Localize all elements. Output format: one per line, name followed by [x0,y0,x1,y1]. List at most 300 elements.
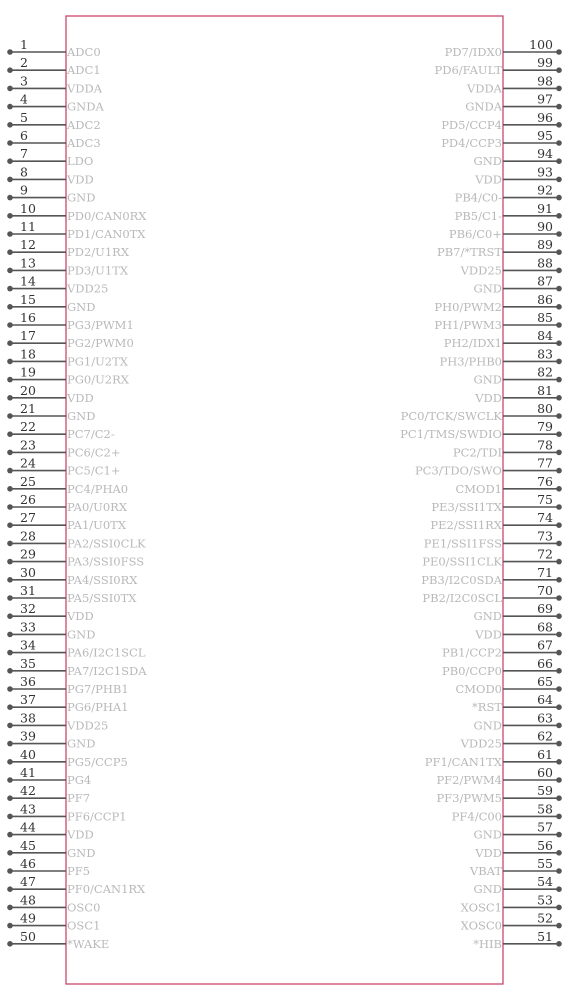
left-pin-44-name: VDD [67,827,94,842]
right-pin-73-name: PE1/SSI1FSS [423,536,502,551]
right-pin-66-number: 66 [537,655,553,671]
right-pin-58-name: PF4/C00 [451,809,502,824]
left-pin-18-number: 18 [20,346,36,362]
left-pin-13-number: 13 [20,255,36,271]
right-pin-91-number: 91 [537,200,553,216]
left-pin-28-number: 28 [20,528,36,544]
right-pin-68-number: 68 [537,619,553,635]
right-pin-52-number: 52 [537,910,553,926]
left-pin-14-number: 14 [20,273,36,289]
right-pin-80-number: 80 [537,401,553,416]
right-pin-92-dot [556,195,562,201]
left-pin-1-name: ADC0 [67,45,101,59]
right-pin-93-dot [556,177,562,183]
left-pin-4-number: 4 [20,91,28,107]
left-pin-9-number: 9 [20,182,28,198]
right-pin-74-name: PE2/SSI1RX [430,518,502,533]
right-pin-75-number: 75 [537,492,553,507]
right-pin-96-dot [556,122,562,128]
right-pin-51-number: 51 [537,928,553,944]
left-pin-13-name: PD3/U1TX [67,263,129,278]
right-pin-53-name: XOSC1 [460,900,502,915]
left-pin-34-dot [7,650,13,656]
right-pin-90-number: 90 [537,219,553,234]
left-pin-16-dot [7,322,13,328]
left-pin-28-name: PA2/SSI0CLK [67,536,146,551]
right-pin-92-name: PB4/C0- [454,190,502,205]
right-pin-62-dot [556,741,562,747]
left-pin-14-name: VDD25 [67,281,109,296]
right-pin-63-number: 63 [537,710,553,726]
right-pin-56-name: VDD [475,845,502,860]
left-pin-29-name: PA3/SSI0FSS [67,554,145,569]
right-pin-95-dot [556,140,562,146]
left-pin-8-dot [7,177,13,183]
left-pin-16-number: 16 [20,310,36,325]
left-pin-47-number: 47 [20,874,36,890]
right-pin-65-number: 65 [537,674,553,689]
right-pin-86-dot [556,304,562,310]
right-pin-81-dot [556,395,562,401]
right-pin-84-name: PH2/IDX1 [443,336,502,351]
left-pin-24-dot [7,468,13,474]
right-pin-98-number: 98 [537,73,553,89]
right-pin-66-name: PB0/CCP0 [441,663,502,678]
right-pin-83-dot [556,359,562,365]
left-pin-46-dot [7,868,13,874]
left-pin-6-number: 6 [20,128,28,143]
right-pin-92-number: 92 [537,182,553,198]
right-pin-56-number: 56 [537,837,553,853]
right-pin-72-name: PE0/SSI1CLK [422,554,502,569]
right-pin-56-dot [556,850,562,856]
right-pin-99-dot [556,67,562,73]
right-pin-64-dot [556,704,562,710]
right-pin-91-dot [556,213,562,219]
left-pin-48-name: OSC0 [67,900,101,915]
left-pin-14-dot [7,286,13,292]
right-pin-64-number: 64 [537,692,553,708]
left-pin-1-number: 1 [20,37,28,52]
right-pin-87-name: GND [473,281,502,296]
right-pin-87-number: 87 [537,273,553,289]
left-pin-28-dot [7,541,13,547]
right-pin-98-name: VDDA [466,81,502,96]
left-pin-30-name: PA4/SSI0RX [67,572,138,587]
right-pin-90-name: PB6/C0+ [448,227,502,241]
right-pin-53-dot [556,905,562,911]
left-pin-29-dot [7,559,13,565]
right-pin-70-dot [556,595,562,601]
left-pin-7-number: 7 [20,146,28,162]
left-pin-11-number: 11 [20,219,36,234]
left-pin-13-dot [7,268,13,274]
left-pin-33-name: GND [67,627,96,642]
right-pin-89-number: 89 [537,237,553,253]
right-pin-59-dot [556,795,562,801]
left-pin-47-name: PF0/CAN1RX [67,882,146,897]
left-pin-23-dot [7,450,13,456]
left-pin-8-name: VDD [67,172,94,187]
right-pin-69-name: GND [473,609,502,624]
left-pin-36-name: PG7/PHB1 [67,682,129,696]
left-pin-2-name: ADC1 [67,63,101,78]
left-pin-30-number: 30 [20,564,36,580]
right-pin-72-number: 72 [537,546,553,562]
right-pin-55-dot [556,868,562,874]
right-pin-70-name: PB2/I2C0SCL [422,591,502,605]
right-pin-94-dot [556,158,562,164]
left-pin-10-dot [7,213,13,219]
right-pin-93-name: VDD [475,172,502,187]
right-pin-83-number: 83 [537,346,553,362]
left-pin-9-dot [7,195,13,201]
left-pin-12-dot [7,249,13,255]
right-pin-72-dot [556,559,562,565]
left-pin-2-dot [7,67,13,73]
left-pin-23-number: 23 [20,437,36,453]
right-pin-63-name: GND [473,718,502,733]
left-pin-42-dot [7,795,13,801]
left-pin-group [7,37,147,951]
right-pin-55-number: 55 [537,856,553,871]
right-pin-61-name: PF1/CAN1TX [424,754,502,769]
right-pin-60-name: PF2/PWM4 [436,773,502,787]
left-pin-49-dot [7,923,13,929]
right-pin-100-dot [556,49,562,55]
right-pin-95-number: 95 [537,128,553,143]
left-pin-47-dot [7,886,13,892]
right-pin-57-number: 57 [537,819,553,835]
left-pin-22-number: 22 [20,419,36,435]
left-pin-41-name: PG4 [67,773,92,787]
left-pin-49-number: 49 [20,910,36,926]
left-pin-45-name: GND [67,845,96,860]
right-pin-77-dot [556,468,562,474]
right-pin-76-number: 76 [537,473,553,489]
left-pin-7-name: LDO [67,154,94,169]
left-pin-8-number: 8 [20,164,28,180]
left-pin-33-number: 33 [20,619,36,635]
left-pin-44-dot [7,832,13,838]
right-pin-78-dot [556,450,562,456]
right-pin-71-dot [556,577,562,583]
right-pin-65-name: CMOD0 [455,682,502,696]
right-pin-97-dot [556,104,562,110]
left-pin-37-name: PG6/PHA1 [67,700,129,715]
left-pin-34-number: 34 [20,637,36,653]
right-pin-55-name: VBAT [469,864,502,878]
right-pin-69-dot [556,613,562,619]
right-pin-83-name: PH3/PHB0 [439,354,502,369]
left-pin-19-number: 19 [20,364,36,380]
left-pin-26-dot [7,504,13,510]
left-pin-16-name: PG3/PWM1 [67,318,134,332]
left-pin-37-dot [7,704,13,710]
left-pin-43-number: 43 [20,801,36,817]
right-pin-85-dot [556,322,562,328]
left-pin-35-dot [7,668,13,674]
left-pin-19-name: PG0/U2RX [67,372,129,387]
right-pin-71-name: PB3/I2C0SDA [421,572,502,587]
left-pin-40-name: PG5/CCP5 [67,754,128,769]
left-pin-3-number: 3 [20,73,28,89]
right-pin-group [400,37,562,951]
right-pin-80-dot [556,413,562,419]
right-pin-66-dot [556,668,562,674]
right-pin-77-number: 77 [537,455,553,471]
right-pin-76-dot [556,486,562,492]
left-pin-36-number: 36 [20,674,36,689]
left-pin-25-number: 25 [20,473,36,489]
right-pin-73-number: 73 [537,528,553,544]
right-pin-67-dot [556,650,562,656]
left-pin-15-number: 15 [20,291,36,307]
left-pin-39-number: 39 [20,728,36,744]
left-pin-43-name: PF6/CCP1 [67,809,127,824]
right-pin-79-dot [556,431,562,437]
left-pin-41-dot [7,777,13,783]
right-pin-84-dot [556,340,562,346]
right-pin-84-number: 84 [537,328,553,344]
right-pin-88-number: 88 [537,255,553,271]
left-pin-30-dot [7,577,13,583]
right-pin-64-name: *RST [472,700,502,715]
right-pin-86-name: PH0/PWM2 [434,299,502,314]
left-pin-12-number: 12 [20,237,36,253]
right-pin-51-dot [556,941,562,947]
left-pin-3-dot [7,86,13,92]
left-pin-38-name: VDD25 [67,718,109,733]
left-pin-48-number: 48 [20,892,36,908]
right-pin-51-name: *HIB [473,936,502,951]
left-pin-3-name: VDDA [67,81,103,96]
left-pin-40-dot [7,759,13,765]
right-pin-63-dot [556,723,562,729]
right-pin-75-dot [556,504,562,510]
right-pin-71-number: 71 [537,564,553,580]
left-pin-45-number: 45 [20,837,36,853]
left-pin-41-number: 41 [20,765,36,780]
right-pin-99-name: PD6/FAULT [434,63,502,78]
right-pin-57-name: GND [473,827,502,842]
left-pin-4-dot [7,104,13,110]
right-pin-100-name: PD7/IDX0 [444,45,502,59]
left-pin-5-dot [7,122,13,128]
left-pin-4-name: GNDA [67,99,104,114]
left-pin-20-name: VDD [67,390,94,405]
right-pin-61-number: 61 [537,746,553,762]
right-pin-88-name: VDD25 [460,263,502,278]
left-pin-29-number: 29 [20,546,36,562]
left-pin-37-number: 37 [20,692,36,708]
right-pin-57-dot [556,832,562,838]
left-pin-27-name: PA1/U0TX [67,518,127,533]
left-pin-7-dot [7,158,13,164]
left-pin-5-name: ADC2 [67,117,101,132]
left-pin-35-name: PA7/I2C1SDA [67,663,147,678]
left-pin-27-dot [7,522,13,528]
right-pin-90-dot [556,231,562,237]
left-pin-35-number: 35 [20,655,36,671]
right-pin-59-number: 59 [537,783,553,799]
left-pin-6-dot [7,140,13,146]
left-pin-9-name: GND [67,190,96,205]
left-pin-32-name: VDD [67,609,94,624]
right-pin-78-name: PC2/TDI [452,445,502,460]
left-pin-20-number: 20 [20,382,36,398]
right-pin-96-name: PD5/CCP4 [441,117,502,132]
left-pin-24-number: 24 [20,455,36,471]
right-pin-54-number: 54 [537,874,553,890]
left-pin-25-name: PC4/PHA0 [67,481,129,496]
left-pin-10-number: 10 [20,200,36,216]
left-pin-48-dot [7,905,13,911]
left-pin-12-name: PD2/U1RX [67,245,130,260]
left-pin-43-dot [7,814,13,820]
right-pin-62-number: 62 [537,728,553,744]
right-pin-58-dot [556,814,562,820]
right-pin-77-name: PC3/TDO/SWO [414,463,502,478]
left-pin-25-dot [7,486,13,492]
right-pin-67-name: PB1/CCP2 [441,645,502,660]
right-pin-97-name: GNDA [465,99,502,114]
left-pin-36-dot [7,686,13,692]
left-pin-26-number: 26 [20,492,36,507]
right-pin-82-dot [556,377,562,383]
left-pin-42-number: 42 [20,783,36,799]
right-pin-60-dot [556,777,562,783]
right-pin-73-dot [556,541,562,547]
left-pin-2-number: 2 [20,55,28,71]
left-pin-18-name: PG1/U2TX [67,354,128,369]
left-pin-33-dot [7,632,13,638]
right-pin-95-name: PD4/CCP3 [441,136,502,150]
left-pin-15-name: GND [67,299,96,314]
right-pin-65-dot [556,686,562,692]
left-pin-23-name: PC6/C2+ [67,445,121,460]
right-pin-87-dot [556,286,562,292]
right-pin-59-name: PF3/PWM5 [436,791,502,806]
right-pin-81-name: VDD [475,390,502,405]
right-pin-93-number: 93 [537,164,553,180]
left-pin-46-name: PF5 [67,864,91,878]
left-pin-39-name: GND [67,736,96,751]
right-pin-67-number: 67 [537,637,553,653]
right-pin-52-dot [556,923,562,929]
left-pin-44-number: 44 [20,819,36,835]
left-pin-45-dot [7,850,13,856]
left-pin-38-number: 38 [20,710,36,726]
left-pin-11-name: PD1/CAN0TX [67,227,146,241]
left-pin-50-number: 50 [20,928,36,944]
right-pin-74-dot [556,522,562,528]
right-pin-68-name: VDD [475,627,502,642]
left-pin-49-name: OSC1 [67,918,101,933]
right-pin-89-dot [556,249,562,255]
right-pin-85-name: PH1/PWM3 [434,318,502,332]
left-pin-21-number: 21 [20,401,36,416]
right-pin-97-number: 97 [537,91,553,107]
left-pin-32-number: 32 [20,601,36,617]
right-pin-62-name: VDD25 [460,736,502,751]
right-pin-54-name: GND [473,882,502,897]
right-pin-98-dot [556,86,562,92]
right-pin-80-name: PC0/TCK/SWCLK [400,409,502,423]
left-pin-20-dot [7,395,13,401]
left-pin-31-dot [7,595,13,601]
left-pin-39-dot [7,741,13,747]
left-pin-34-name: PA6/I2C1SCL [67,645,146,660]
right-pin-75-name: PE3/SSI1TX [431,500,502,514]
right-pin-88-dot [556,268,562,274]
left-pin-15-dot [7,304,13,310]
right-pin-52-name: XOSC0 [460,918,502,933]
left-pin-31-name: PA5/SSI0TX [67,591,137,605]
left-pin-21-dot [7,413,13,419]
right-pin-85-number: 85 [537,310,553,325]
left-pin-22-name: PC7/C2- [67,427,115,442]
left-pin-19-dot [7,377,13,383]
right-pin-76-name: CMOD1 [455,481,502,496]
left-pin-10-name: PD0/CAN0RX [67,208,147,223]
left-pin-42-name: PF7 [67,791,91,806]
left-pin-50-name: *WAKE [67,936,110,951]
left-pin-31-number: 31 [20,583,36,598]
left-pin-26-name: PA0/U0RX [67,500,128,514]
left-pin-17-number: 17 [20,328,36,344]
right-pin-74-number: 74 [537,510,553,526]
right-pin-91-name: PB5/C1- [454,208,502,223]
right-pin-68-dot [556,632,562,638]
left-pin-17-name: PG2/PWM0 [67,336,134,351]
left-pin-5-number: 5 [20,109,28,125]
left-pin-46-number: 46 [20,856,36,871]
right-pin-82-name: GND [473,372,502,387]
right-pin-94-number: 94 [537,146,553,162]
right-pin-100-number: 100 [529,37,553,52]
right-pin-86-number: 86 [537,291,553,307]
right-pin-81-number: 81 [537,382,553,398]
left-pin-32-dot [7,613,13,619]
left-pin-24-name: PC5/C1+ [67,463,121,478]
right-pin-60-number: 60 [537,765,553,780]
left-pin-27-number: 27 [20,510,36,526]
left-pin-21-name: GND [67,409,96,423]
right-pin-61-dot [556,759,562,765]
right-pin-58-number: 58 [537,801,553,817]
right-pin-99-number: 99 [537,55,553,71]
right-pin-53-number: 53 [537,892,553,908]
right-pin-79-name: PC1/TMS/SWDIO [400,427,502,442]
left-pin-6-name: ADC3 [67,136,101,150]
left-pin-1-dot [7,49,13,55]
left-pin-50-dot [7,941,13,947]
left-pin-11-dot [7,231,13,237]
left-pin-40-number: 40 [20,746,36,762]
left-pin-38-dot [7,723,13,729]
right-pin-69-number: 69 [537,601,553,617]
left-pin-17-dot [7,340,13,346]
right-pin-96-number: 96 [537,109,553,125]
right-pin-70-number: 70 [537,583,553,598]
right-pin-89-name: PB7/*TRST [436,245,502,260]
right-pin-78-number: 78 [537,437,553,453]
left-pin-22-dot [7,431,13,437]
right-pin-79-number: 79 [537,419,553,435]
right-pin-54-dot [556,886,562,892]
right-pin-82-number: 82 [537,364,553,380]
